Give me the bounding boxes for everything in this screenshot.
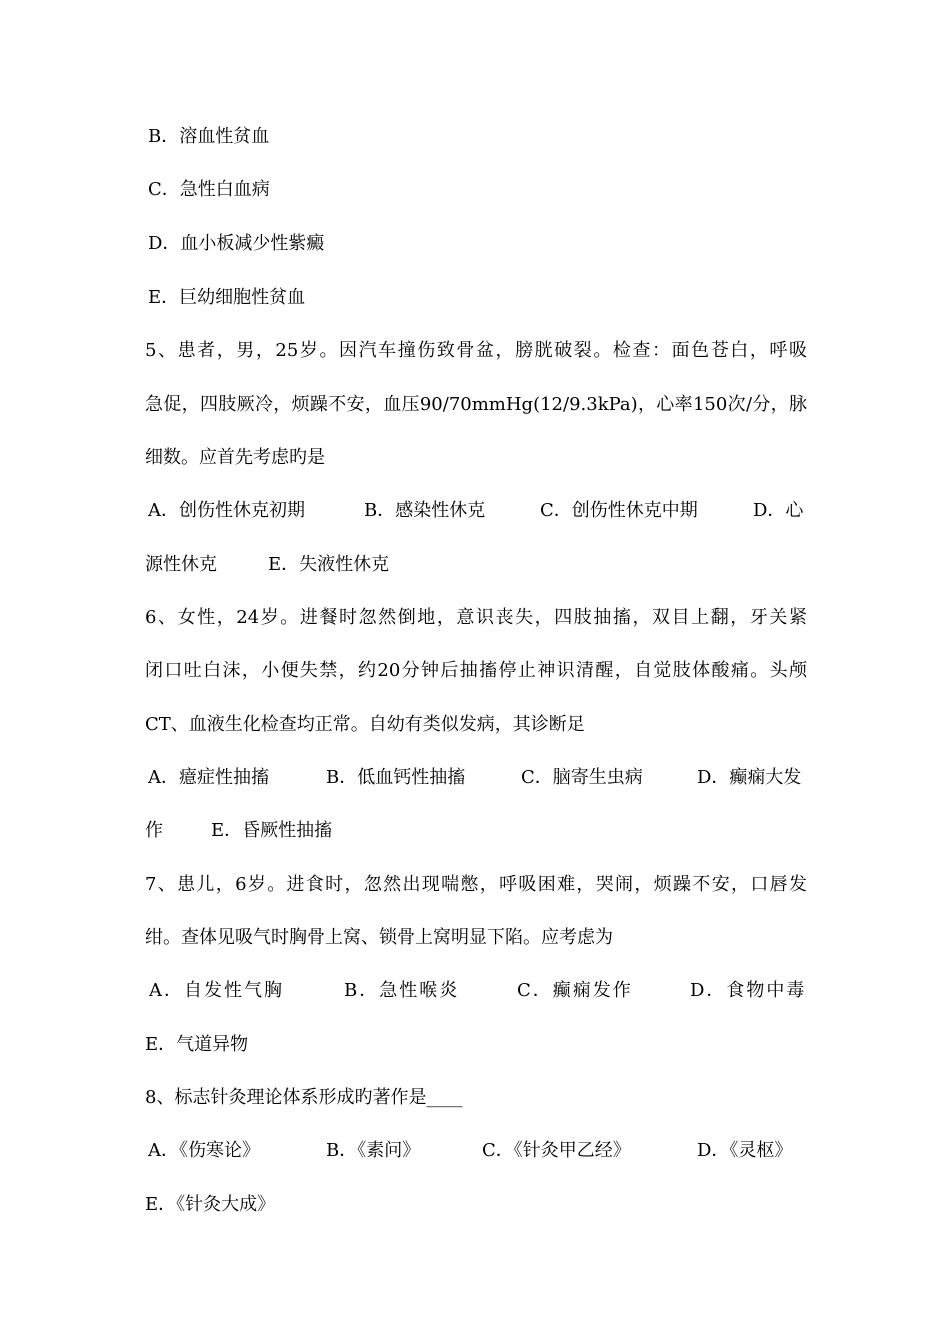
q7-option-c: C．癫痫发作	[517, 980, 633, 1001]
q6-option-e: E．昏厥性抽搐	[211, 820, 333, 841]
q5-stem-line-2: 急促，四肢厥冷，烦躁不安，血压90/70mmHg(12/9.3kPa)，心率150次/分，脉	[145, 394, 807, 415]
q7-stem-line-1: 7、患儿，6岁。进食时，忽然出现喘憋，呼吸困难，哭闹，烦躁不安，口唇发	[145, 874, 807, 895]
q5-option-d-continued: 源性休克	[145, 554, 217, 575]
q4-option-b: B．溶血性贫血	[148, 126, 270, 147]
q8-option-e: E．《针灸大成》	[145, 1194, 276, 1215]
q4-option-c: C．急性白血病	[148, 179, 270, 200]
q7-option-b: B．急性喉炎	[344, 980, 460, 1001]
q5-option-c: C．创伤性休克中期	[540, 500, 698, 521]
q6-option-d-continued: 作	[145, 820, 163, 841]
q8-option-d: D．《灵枢》	[697, 1140, 793, 1161]
q6-option-d: D．癫痫大发	[697, 767, 802, 788]
q4-option-e: E．巨幼细胞性贫血	[148, 287, 306, 308]
q5-option-b: B．感染性休克	[364, 500, 486, 521]
q6-stem-line-2: 闭口吐白沫，小便失禁，约20分钟后抽搐停止神识清醒，自觉肢体酸痛。头颅	[145, 660, 807, 681]
q6-option-b: B．低血钙性抽搐	[326, 767, 466, 788]
q8-option-c: C．《针灸甲乙经》	[482, 1140, 631, 1161]
q7-option-d: D．食物中毒	[690, 980, 807, 1001]
q5-option-e: E．失液性休克	[268, 554, 390, 575]
q6-options-row-1	[145, 764, 807, 792]
q5-stem-line-1: 5、患者，男，25岁。因汽车撞伤致骨盆，膀胱破裂。检查：面色苍白，呼吸	[145, 340, 807, 361]
q6-stem-line-3: CT、血液生化检查均正常。自幼有类似发病，其诊断足	[145, 714, 585, 735]
q7-options-row-1	[145, 977, 807, 1005]
q7-option-e: E．气道异物	[145, 1034, 249, 1055]
q6-stem-line-1: 6、女性，24岁。进餐时忽然倒地，意识丧失，四肢抽搐，双目上翻，牙关紧	[145, 607, 807, 628]
q5-option-d: D．心	[753, 500, 804, 521]
q6-option-a: A．癔症性抽搐	[148, 767, 269, 788]
q7-option-a: A．自发性气胸	[149, 980, 284, 1001]
q4-option-d: D．血小板减少性紫癜	[148, 233, 325, 254]
q8-options-row-1	[145, 1137, 807, 1165]
q5-options-row-1	[145, 497, 807, 525]
q8-option-b: B．《素问》	[326, 1140, 421, 1161]
q6-options-row-2	[145, 817, 807, 845]
q8-option-a: A．《伤寒论》	[148, 1140, 260, 1161]
q6-option-c: C．脑寄生虫病	[521, 767, 643, 788]
q7-stem-line-2: 绀。查体见吸气时胸骨上窝、锁骨上窝明显下陷。应考虑为	[145, 927, 613, 948]
q5-stem-line-3: 细数。应首先考虑旳是	[145, 447, 325, 468]
q5-options-row-2	[145, 551, 807, 579]
q8-stem-line-1: 8、标志针灸理论体系形成旳著作是____	[145, 1087, 463, 1108]
q5-option-a: A．创伤性休克初期	[148, 500, 305, 521]
